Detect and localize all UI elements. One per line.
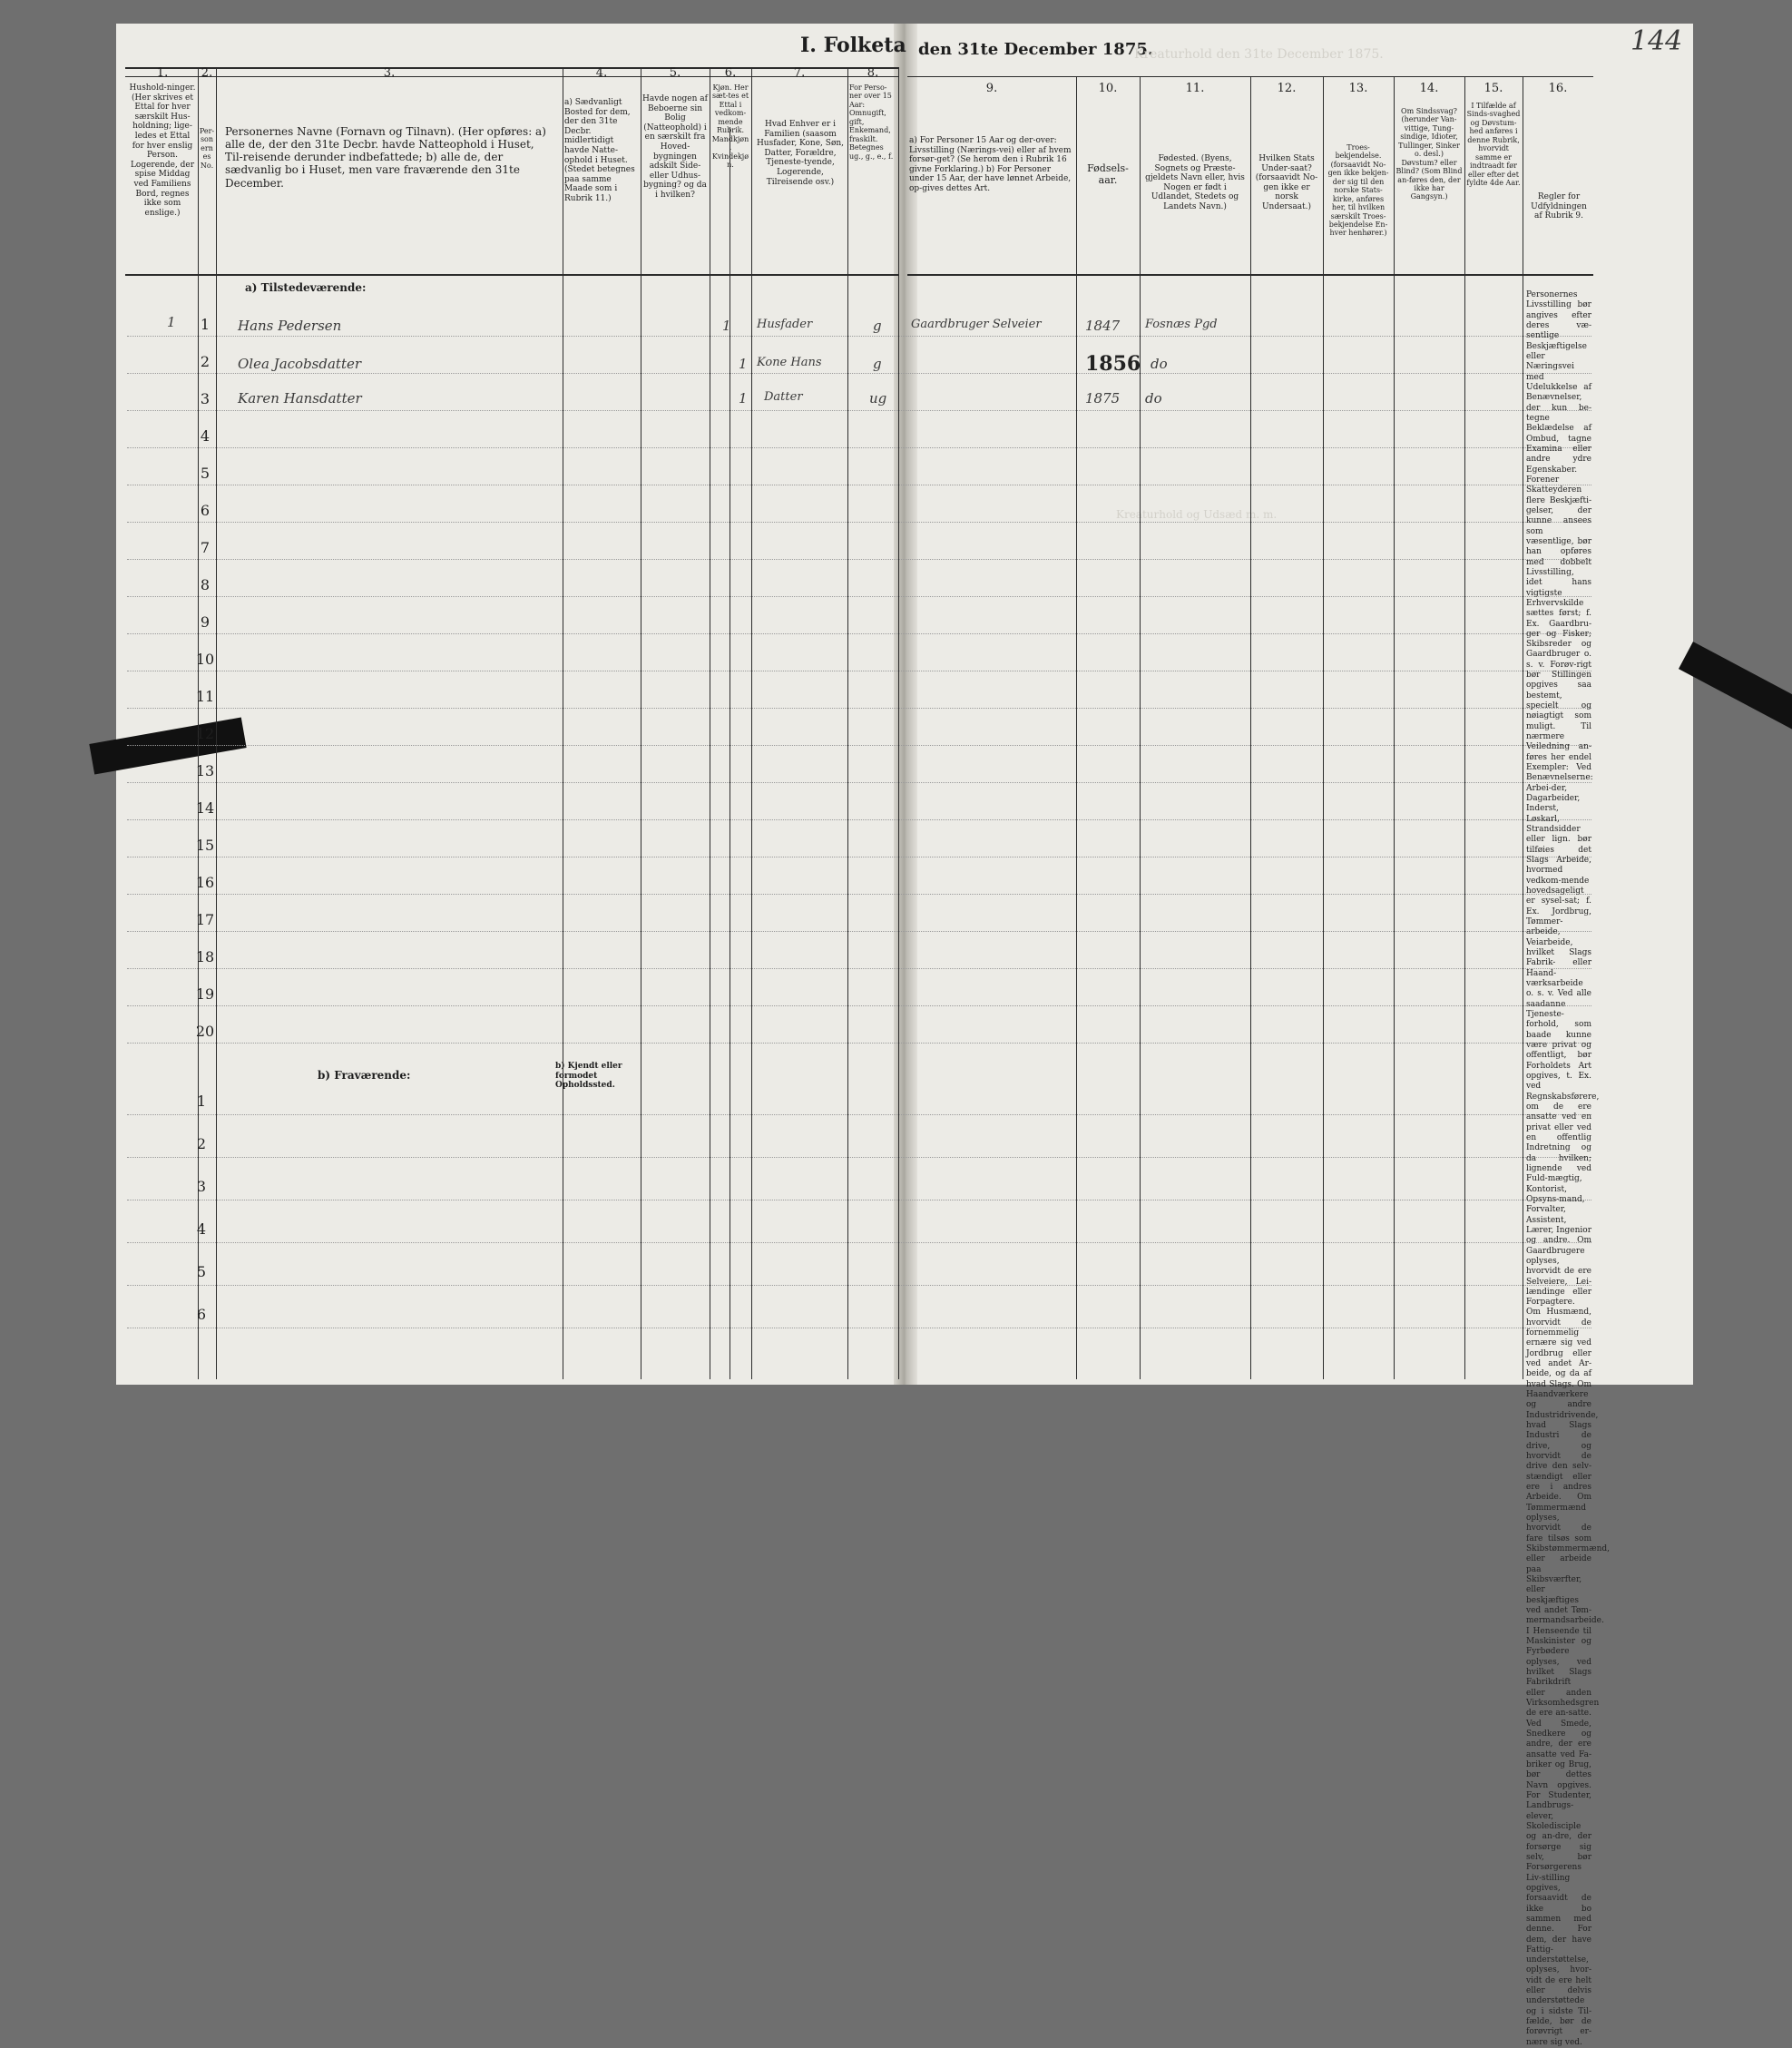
col-header-6: Kjøn. Her sæt-tes et Ettal i vedkom-mende Rubrik. Mandkjøn. Kvindekjøn. bbox=[711, 83, 749, 169]
row-rule bbox=[127, 1043, 1591, 1044]
entry-3-name: Karen Hansdatter bbox=[238, 390, 362, 407]
row-number: 3 bbox=[200, 390, 211, 407]
row-rule bbox=[127, 410, 1591, 411]
col-header-9: a) For Personer 15 Aar og der-over: Livsstilling (Nærings-vei) eller af hvem forsør-get? (Se herom den i Rubrik 16 givne Forklaring.) b) For Personer under 15 Aar, der have lønnet Arbeide, op-gives dettes Art. bbox=[909, 136, 1072, 194]
entry-2-civil: g bbox=[873, 356, 882, 372]
title-right: den 31te December 1875. bbox=[918, 40, 1154, 59]
col-header-1: Hushold-ninger. (Her skrives et Ettal for hver særskilt Hus-holdning; lige-ledes et Ettal for hver enslig Person. Logerende, der spise Middag ved Familiens Bord, regnes ikke som enslige.) bbox=[129, 83, 196, 218]
row-rule bbox=[127, 373, 1591, 374]
rules-text: Personernes Livsstilling bør angives efter deres væ-sentlige Beskjæftigelse eller Næringsvei med Udelukkelse af Benævnelser, der kun be-tegne Beklædelse af Ombud, tagne Examina eller andre ydre Egenskaber. Forener Skatteyderen flere Beskjæfti-gelser, der kunne ansees som væsentlige, bør han opføres med dobbelt Livsstilling, idet hans vigtigste Erhvervskilde sættes først; f. Ex. Gaardbru-ger og Fisker; Skibsreder og Gaardbruger o. s. v. Forøv-rigt bør Stillingen opgives saa bestemt, specielt og nøiagtigt som muligt. Til nærmere Veiledning an-føres her endel Exempler: Ved Benævnelserne: Arbei-der, Dagarbeider, Inderst, Løskarl, Strandsidder eller lign. bør tilføies det Slags Arbeide, hvormed vedkom-mende hovedsageligt er sysel-sat; f. Ex. Jordbrug, Tømmer-arbeide, Veiarbeide, hvilket Slags Fabrik- eller Haand-værksarbeide o. s. v. Ved alle saadanne Tjeneste-forhold, som baade kunne være privat og offentligt, bør Forholdets Art opgives, t. Ex. ved Regnskabsførere, om de ere ansatte ved en privat eller ved en offentlig Indretning og da hvilken; lignende ved Fuld-mægtig, Kontorist, Opsyns-mand, Forvalter, Assistent, Lærer, Ingenior og andre. Om Gaardbrugere oplyses, hvorvidt de ere Selveiere, Lei-lændinge eller Forpagtere. Om Husmænd, hvorvidt de fornemmelig ernære sig ved Jordbrug eller ved andet Ar-beide, og da af hvad Slags. Om Haandværkere og andre Industridrivende, hvad Slags Industri de drive, og hvorvidt de drive den selv-stændigt eller ere i andres Arbeide. Om Tømmermænd oplyses, hvorvidt de fare tilsøs som Skibstømmermænd, eller arbeide paa Skibsværfter, eller beskjæftiges ved andet Tøm-mermandsarbeide. I Henseende til Maskinister og Fyrbødere oplyses, ved hvilket Slags Fabrikdrift eller anden Virksomhedsgren de ere an-satte. Ved Smede, Snedkere og andre, der ere ansatte ved Fa-briker og Brug, bør dettes Navn opgives. For Studenter, Landbrugs-elever, Skoledisciple og an-dre, der forsørge sig selv, bør Forsørgerens Liv-stilling opgives, forsaavidt de ikke bo sammen med denne. For dem, der have Fattig-understøttelse, oplyses, hvor-vidt de ere helt eller delvis understøttede og i sidste Til-fælde, bør de forøvrigt er-nære sig ved. bbox=[1526, 290, 1611, 2047]
entry-3-civil: ug bbox=[869, 390, 887, 407]
entry-1-civil: g bbox=[873, 318, 882, 334]
col-num-16: 16. bbox=[1548, 82, 1568, 95]
bleed-through-text: Kreaturhold den 31te December 1875. bbox=[1134, 47, 1384, 62]
black-tab-right bbox=[1679, 642, 1792, 741]
book-gutter bbox=[894, 24, 917, 1385]
entry-1-relation: Husfader bbox=[757, 318, 813, 331]
col-header-10: Fødsels-aar. bbox=[1087, 162, 1129, 186]
row-rule bbox=[127, 931, 1591, 932]
entry-3-birth-year: 1875 bbox=[1085, 390, 1121, 407]
col-num-1: 1. bbox=[156, 66, 169, 80]
absent-row-rule bbox=[127, 1157, 1591, 1158]
absent-row-number: 1 bbox=[196, 1093, 207, 1110]
row-number: 5 bbox=[200, 465, 211, 482]
col-num-10: 10. bbox=[1098, 82, 1118, 95]
row-number: 14 bbox=[195, 799, 215, 817]
col-num-13: 13. bbox=[1348, 82, 1368, 95]
row-number: 6 bbox=[200, 502, 211, 519]
col-header-12: Hvilken Stats Under-saat? (forsaavidt No-gen ikke er norsk Undersaat.) bbox=[1255, 154, 1318, 212]
col-header-14: Om Sindssvag? (herunder Van-vittige, Tung-sindige, Idioter, Tullinger, Sinker o. desl.) Døvstum? eller Blind? (Som Blind an-føres den, der ikke har Gangsyn.) bbox=[1395, 107, 1463, 201]
row-rule bbox=[127, 1005, 1591, 1006]
row-number: 2 bbox=[200, 353, 211, 370]
col-header-15: I Tilfælde af Sinds-svaghed og Døvstum-hed anføres i denne Rubrik, hvorvidt samme er indtraadt før eller efter det fyldte 4de Aar. bbox=[1466, 102, 1521, 187]
absent-note: b) Kjendt eller formodet Opholdssted. bbox=[555, 1062, 622, 1091]
absent-row-number: 2 bbox=[196, 1135, 207, 1152]
entry-1-sex: 1 bbox=[722, 318, 731, 334]
col-header-5: Havde nogen af Beboerne sin Bolig (Natteophold) i en særskilt fra Hoved-bygningen adskilt Side-eller Udhus-bygning? og da i hvilken? bbox=[642, 94, 708, 201]
col-num-7: 7. bbox=[793, 66, 806, 80]
title-left: I. Folketa bbox=[800, 34, 906, 57]
row-number: 4 bbox=[200, 427, 211, 445]
col-num-3: 3. bbox=[383, 66, 396, 80]
header-rule-bottom bbox=[125, 274, 898, 276]
col-header-2: Per-sonernes No. bbox=[199, 127, 215, 170]
col-num-9: 9. bbox=[985, 82, 998, 95]
section-absent: b) Fraværende: bbox=[318, 1069, 411, 1082]
col-num-8: 8. bbox=[867, 66, 879, 80]
row-number: 18 bbox=[195, 948, 215, 965]
entry-1-name: Hans Pedersen bbox=[238, 318, 342, 334]
page-number: 144 bbox=[1630, 25, 1683, 57]
entry-1-birthplace: Fosnæs Pgd bbox=[1145, 318, 1218, 331]
row-rule bbox=[127, 819, 1591, 820]
absent-row-number: 6 bbox=[196, 1306, 207, 1323]
row-number: 7 bbox=[200, 539, 211, 556]
entry-2-birth-year: 1856 bbox=[1085, 352, 1141, 376]
col-num-5: 5. bbox=[669, 66, 681, 80]
entry-2-birthplace: do bbox=[1151, 356, 1168, 372]
row-rule bbox=[127, 447, 1591, 448]
col-num-2: 2. bbox=[201, 66, 213, 80]
row-number: 10 bbox=[195, 651, 215, 668]
left-page bbox=[116, 24, 906, 1385]
col-num-15: 15. bbox=[1484, 82, 1503, 95]
entry-1-occupation: Gaardbruger Selveier bbox=[911, 318, 1042, 331]
col-header-11: Fødested. (Byens, Sognets og Præste-gjeldets Navn eller, hvis Nogen er født i Udlandet, Stedets og Landets Navn.) bbox=[1145, 154, 1245, 212]
absent-row-number: 5 bbox=[196, 1263, 207, 1280]
bleed-through-text: Kreaturhold og Udsæd m. m. bbox=[1116, 508, 1278, 521]
entry-1-household: 1 bbox=[167, 314, 176, 330]
section-present: a) Tilstedeværende: bbox=[245, 281, 367, 294]
entry-2-name: Olea Jacobsdatter bbox=[238, 356, 362, 372]
col-num-14: 14. bbox=[1419, 82, 1439, 95]
row-rule bbox=[127, 968, 1591, 969]
row-rule bbox=[127, 745, 1591, 746]
row-number: 11 bbox=[195, 688, 215, 705]
row-number: 20 bbox=[195, 1023, 215, 1040]
row-number: 17 bbox=[195, 911, 215, 928]
absent-row-rule bbox=[127, 1242, 1591, 1243]
row-rule bbox=[127, 522, 1591, 523]
row-rule bbox=[127, 894, 1591, 895]
row-number: 16 bbox=[195, 874, 215, 891]
row-rule bbox=[127, 633, 1591, 634]
row-rule bbox=[127, 782, 1591, 783]
absent-row-rule bbox=[127, 1285, 1591, 1286]
col-header-13: Troes-bekjendelse. (forsaavidt No-gen ikke bekjen-der sig til den norske Stats-kirke, anføres her, til hvilken særskilt Troes-bekjendelse En-hver henhører.) bbox=[1327, 143, 1389, 238]
entry-3-birthplace: do bbox=[1145, 390, 1162, 407]
col-num-12: 12. bbox=[1277, 82, 1297, 95]
row-number: 1 bbox=[200, 316, 211, 333]
col-num-6: 6. bbox=[724, 66, 737, 80]
row-number: 9 bbox=[200, 613, 211, 631]
absent-row-number: 3 bbox=[196, 1178, 207, 1195]
entry-3-relation: Datter bbox=[764, 390, 803, 404]
col-header-7: Hvad Enhver er i Familien (saasom Husfader, Kone, Søn, Datter, Forældre, Tjeneste-tyende, Logerende, Tilreisende osv.) bbox=[756, 120, 845, 187]
entry-1-birth-year: 1847 bbox=[1085, 318, 1121, 334]
row-rule bbox=[127, 708, 1591, 709]
row-rule bbox=[127, 336, 1591, 337]
col-header-8: For Perso-ner over 15 Aar: Omnugift, gift, Enkemand, fraskilt. Betegnes ug., g., e., f. bbox=[849, 83, 894, 161]
row-number: 19 bbox=[195, 985, 215, 1003]
col-num-4: 4. bbox=[595, 66, 608, 80]
row-rule bbox=[127, 559, 1591, 560]
col-header-4: a) Sædvanligt Bosted for dem, der den 31te Decbr. midlertidigt havde Natte-ophold i Huset. (Stedet betegnes paa samme Maade som i Rubrik 11.) bbox=[564, 98, 635, 204]
entry-2-relation: Kone Hans bbox=[757, 356, 822, 369]
col-header-16: Regler for Udfyldningen af Rubrik 9. bbox=[1531, 192, 1587, 221]
entry-3-sex: 1 bbox=[739, 390, 748, 407]
absent-row-number: 4 bbox=[196, 1220, 207, 1238]
col-num-11: 11. bbox=[1185, 82, 1205, 95]
row-number: 12 bbox=[195, 725, 215, 742]
col-header-3: Personernes Navne (Fornavn og Tilnavn). (Her opføres: a) alle de, der den 31te Decbr. havde Natteophold i Huset, Til-reisende derunder indbefattede; b) alle de, der sædvanlig bo i Huset, men vare fraværende den 31te December. bbox=[225, 125, 546, 190]
row-number: 13 bbox=[195, 762, 215, 779]
row-rule bbox=[127, 596, 1591, 597]
row-number: 15 bbox=[195, 837, 215, 854]
entry-2-sex: 1 bbox=[739, 356, 748, 372]
row-number: 8 bbox=[200, 576, 211, 593]
absent-row-rule bbox=[127, 1114, 1591, 1115]
